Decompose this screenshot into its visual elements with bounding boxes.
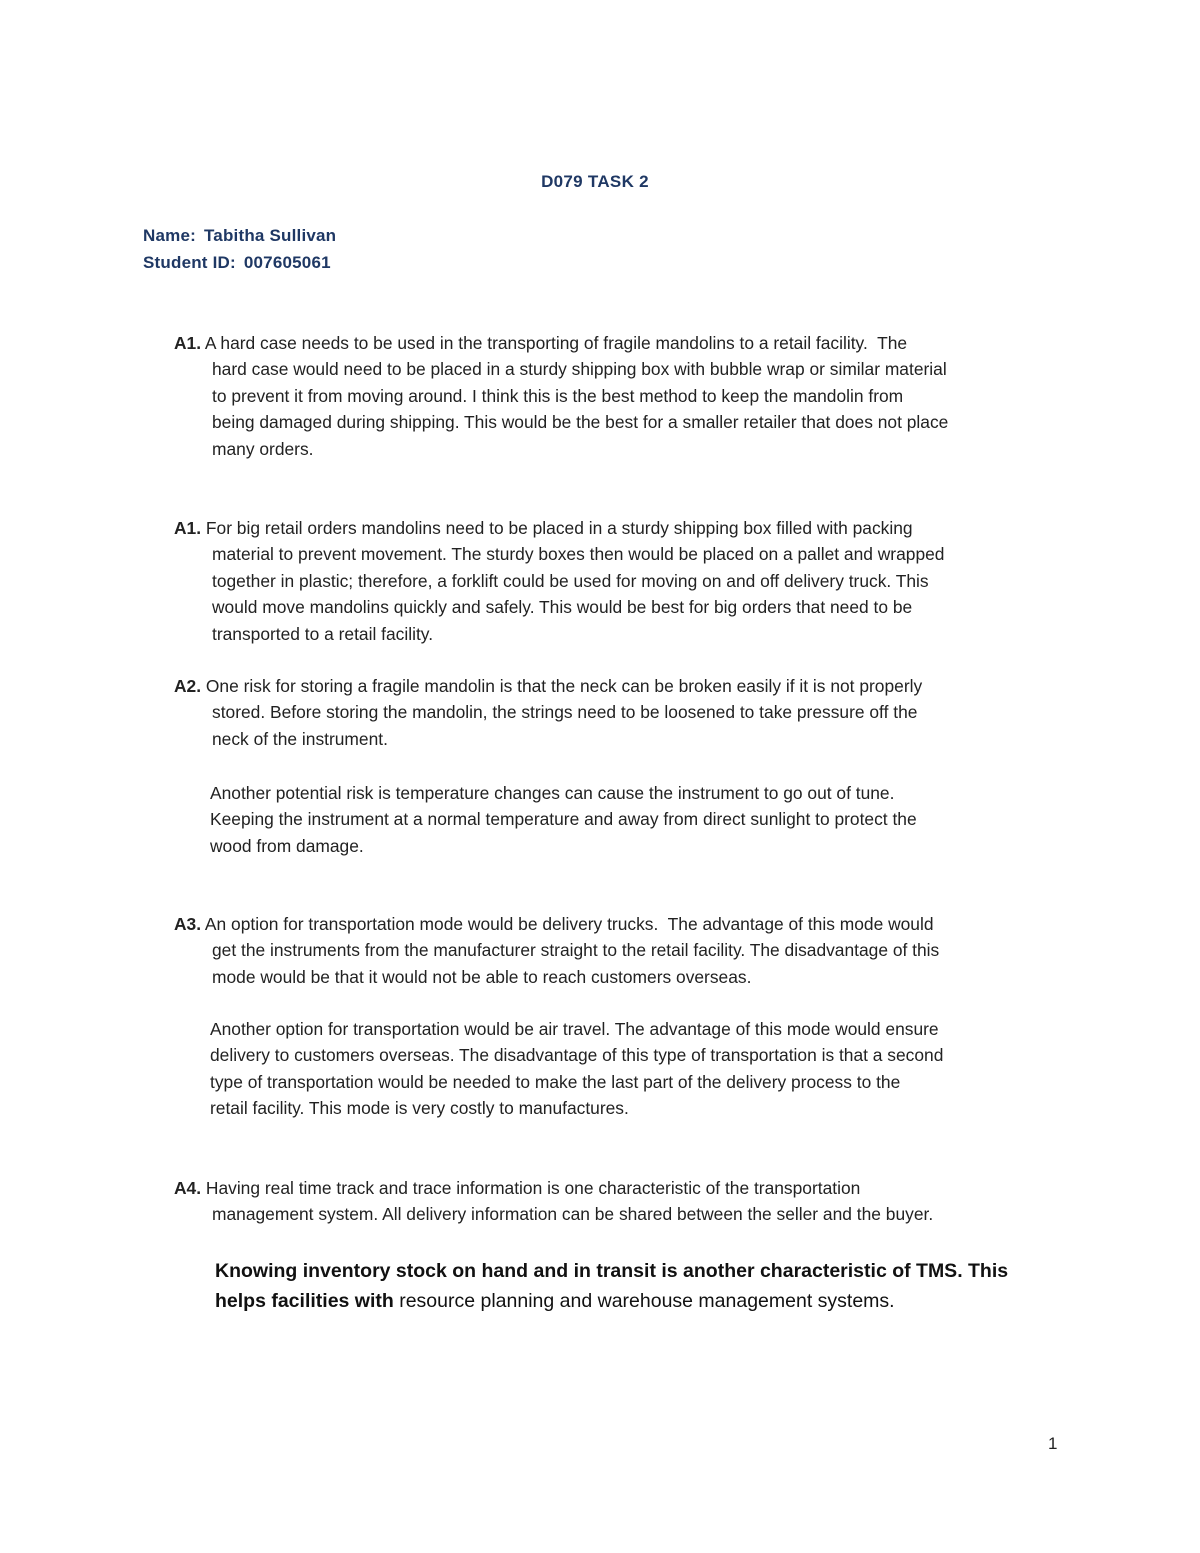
paragraph-line: mode would be that it would not be able to reach customers overseas. <box>212 966 752 987</box>
section-a3-paragraph-2 <box>210 1016 1080 1122</box>
section-label: A3. <box>174 914 202 934</box>
paragraph-line: together in plastic; therefore, a forklift could be used for moving on and off delivery truck. This <box>212 570 929 591</box>
paragraph-line: One risk for storing a fragile mandolin is that the neck can be broken easily if it is not properly <box>201 676 923 696</box>
paragraph-line: hard case would need to be placed in a sturdy shipping box with bubble wrap or similar material <box>212 359 947 380</box>
section-label: A1. <box>174 333 202 353</box>
paragraph-line: A hard case needs to be used in the transporting of fragile mandolins to a retail facility. The <box>201 333 908 353</box>
section-label: A4. <box>174 1178 202 1198</box>
paragraph-line: retail facility. This mode is very costly to manufactures. <box>210 1098 629 1119</box>
paragraph-line: would move mandolins quickly and safely. This would be best for big orders that need to be <box>212 597 913 618</box>
paragraph-line: Having real time track and trace information is one characteristic of the transportation <box>201 1178 861 1198</box>
paragraph-line: type of transportation would be needed to make the last part of the delivery process to the <box>210 1071 901 1092</box>
paragraph-line: management system. All delivery information can be shared between the seller and the buyer. <box>212 1204 934 1225</box>
paragraph-line: wood from damage. <box>210 835 364 856</box>
paragraph-line: Keeping the instrument at a normal temperature and away from direct sunlight to protect the <box>210 809 917 830</box>
paragraph-line: Another potential risk is temperature changes can cause the instrument to go out of tune. <box>210 783 895 803</box>
regular-run: resource planning and warehouse management systems. <box>399 1290 895 1312</box>
paragraph-line: being damaged during shipping. This would be the best for a smaller retailer that does not place <box>212 412 949 433</box>
name-value: Tabitha Sullivan <box>203 226 337 245</box>
section-a2 <box>174 673 1074 752</box>
section-a1-small-retailer <box>174 330 1074 462</box>
bold-run: helps facilities with <box>215 1290 400 1312</box>
paragraph-line: many orders. <box>212 438 314 459</box>
name-label: Name: <box>143 226 196 245</box>
paragraph-line: get the instruments from the manufacturer straight to the retail facility. The disadvantage of this <box>212 940 940 961</box>
section-a4-closing-paragraph <box>215 1256 1095 1316</box>
section-a4 <box>174 1175 1074 1228</box>
student-id-value: 007605061 <box>243 253 331 272</box>
paragraph-line: to prevent it from moving around. I think this is the best method to keep the mandolin from <box>212 385 904 406</box>
paragraph-line: An option for transportation mode would be delivery trucks. The advantage of this mode would <box>201 914 934 934</box>
section-label: A1. <box>174 518 202 538</box>
student-id-line <box>143 253 331 273</box>
paragraph-line: stored. Before storing the mandolin, the strings need to be loosened to take pressure off the <box>212 702 918 723</box>
student-id-label: Student ID: <box>143 253 236 272</box>
document-title: D079 TASK 2 <box>541 172 649 191</box>
paragraph-line: delivery to customers overseas. The disadvantage of this type of transportation is that a second <box>210 1045 944 1066</box>
section-a2-paragraph-2 <box>210 780 1080 859</box>
section-a1-big-retailer <box>174 515 1074 647</box>
paragraph-line: material to prevent movement. The sturdy boxes then would be placed on a pallet and wrapped <box>212 544 945 565</box>
paragraph-line: Knowing inventory stock on hand and in transit is another characteristic of TMS. This <box>215 1260 1009 1282</box>
name-line <box>143 226 336 246</box>
section-label: A2. <box>174 676 202 696</box>
paragraph-line: For big retail orders mandolins need to be placed in a sturdy shipping box filled with packing <box>201 518 913 538</box>
page-number: 1 <box>1048 1434 1058 1453</box>
paragraph-line: Another option for transportation would be air travel. The advantage of this mode would ensure <box>210 1019 939 1039</box>
section-a3 <box>174 911 1074 990</box>
paragraph-line: transported to a retail facility. <box>212 623 434 644</box>
paragraph-line: neck of the instrument. <box>212 728 388 749</box>
paragraph-line <box>215 1286 1095 1316</box>
